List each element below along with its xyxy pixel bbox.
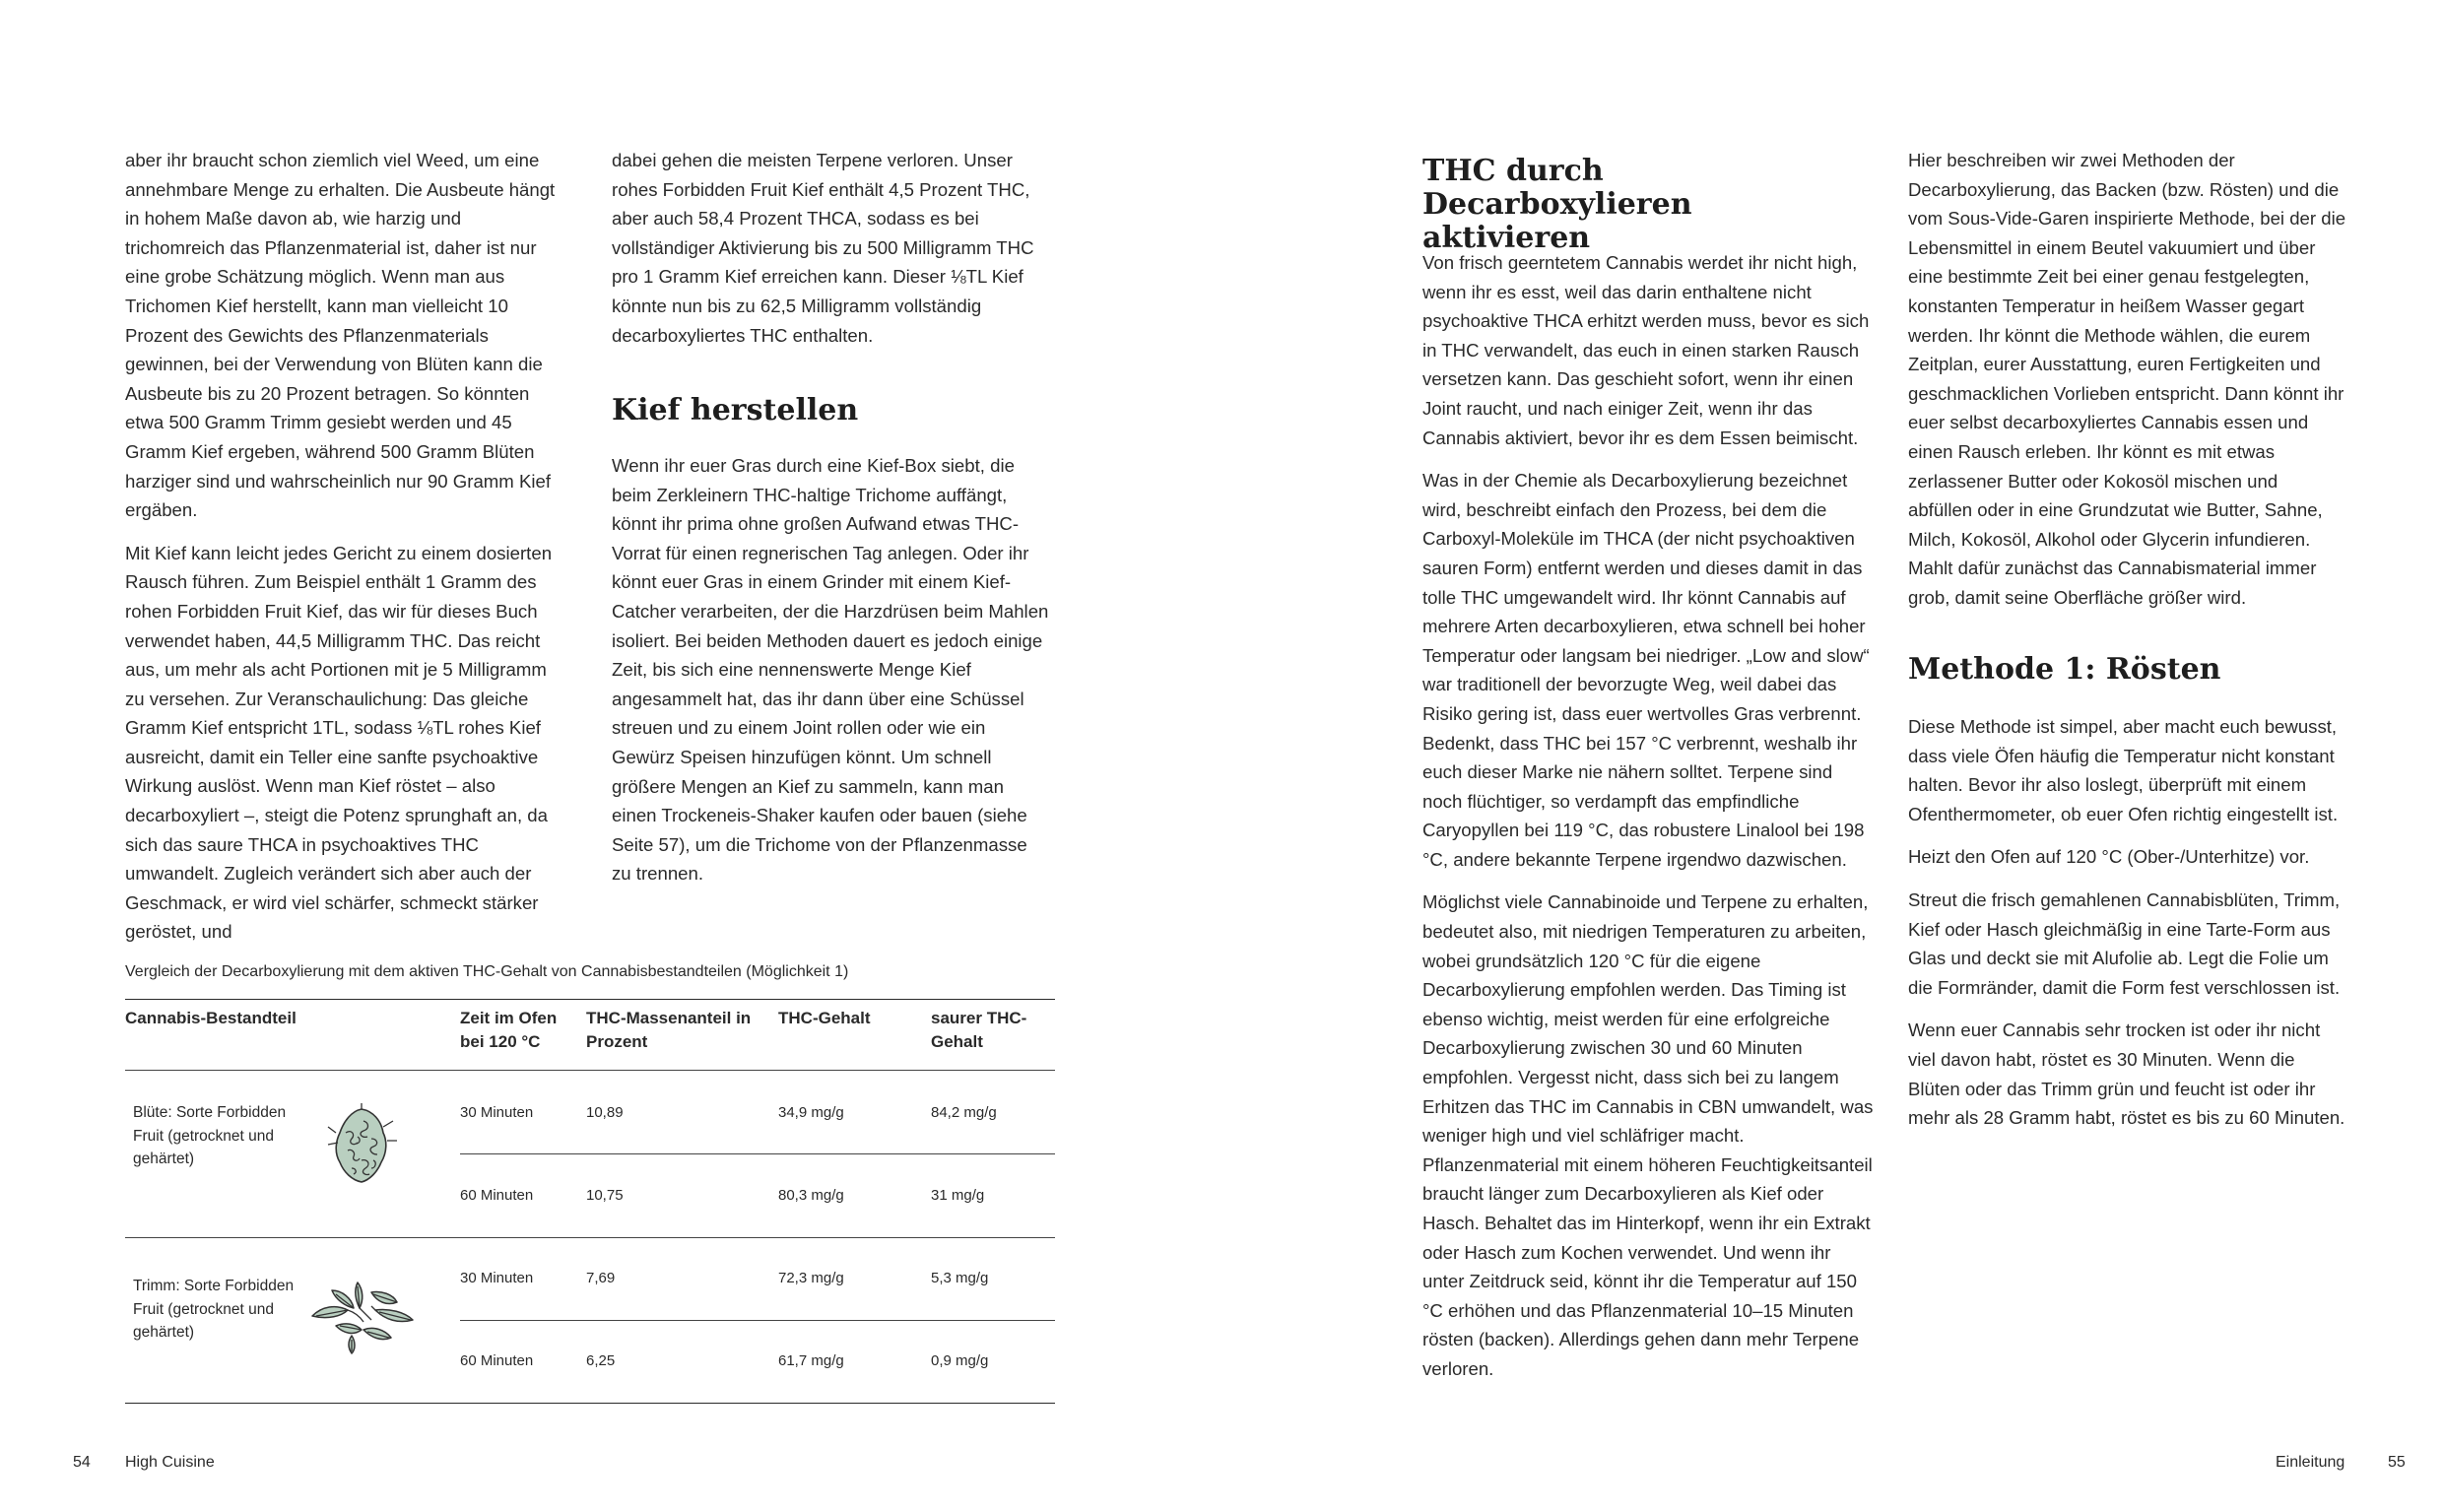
left-column-2 — [612, 146, 1050, 363]
paragraph: Streut die frisch gemahlenen Cannabisblüten, Trimm, Kief oder Hasch gleichmäßig in eine Tarte-Form aus Glas und deckt sie mit Alufolie ab. Legt die Folie um die Formränder, damit die Form fest verschlossen ist. — [1908, 888, 2341, 998]
paragraph: Was in der Chemie als Decarboxylierung bezeichnet wird, beschreibt einfach den Prozess, bei dem die Carboxyl-Moleküle im THCA (der nicht psychoaktiven sauren Form) entfernt werden und dieses damit in das tolle THC umgewandelt wird. Ihr könnt Cannabis auf mehrere Arten decarboxylieren, etwa schnell bei hoher Temperatur oder langsam bei niedriger. „Low and slow“ war traditionell der bevorzugte Weg, weil dabei das Risiko gering ist, dass euer wertvolles Gras verbrennt. Bedenkt, dass THC bei 157 °C verbrennt, weshalb ihr euch dieser Marke nie nähern solltet. Terpene sind noch flüchtiger, so verdampft das empfindliche Caryopyllen bei 119 °C, das robustere Linalool bei 198 °C, andere bekannte Terpene irgendwo dazwischen. — [1422, 470, 1870, 870]
section-heading-decarb: THC durch Decarboxylieren aktivieren — [1422, 154, 1692, 255]
table-caption: Vergleich der Decarboxylierung mit dem aktiven THC-Gehalt von Cannabisbestandteilen (Möglichkeit 1) — [125, 963, 849, 980]
paragraph: Heizt den Ofen auf 120 °C (Ober-/Unterhitze) vor. — [1908, 846, 2310, 868]
cell-acid-thc: 5,3 mg/g — [931, 1270, 989, 1286]
row-rule — [460, 1153, 1055, 1154]
cell-time: 60 Minuten — [460, 1187, 534, 1204]
cell-time: 30 Minuten — [460, 1270, 534, 1286]
paragraph: Wenn euer Cannabis sehr trocken ist oder ihr nicht viel davon habt, röstet es 30 Minuten. Wenn die Blüten oder das Trimm grün und feucht ist oder ihr mehr als 28 Gramm habt, röstet es bis zu 60 Minuten. — [1908, 1019, 2345, 1129]
cell-time: 30 Minuten — [460, 1104, 534, 1121]
cell-thc-mass: 10,75 — [586, 1187, 624, 1204]
cell-thc-mass: 10,89 — [586, 1104, 624, 1121]
right-column-1 — [1422, 248, 1876, 1398]
running-title-left: High Cuisine — [125, 1454, 215, 1471]
header-thc-mass: THC-Massenanteil in Prozent — [586, 1009, 752, 1051]
paragraph: dabei gehen die meisten Terpene verloren. Unser rohes Forbidden Fruit Kief enthält 4,5 Prozent THC, aber auch 58,4 Prozent THCA, sodass es bei vollständiger Aktivierung bis zu 500 Milligramm THC pro 1 Gramm Kief erreichen kann. Dieser ⅛TL Kief könnte nun bis zu 62,5 Milligramm vollständig decarboxyliertes THC enthalten. — [612, 150, 1034, 346]
row-rule — [460, 1320, 1055, 1321]
header-component: Cannabis-Bestandteil — [125, 1009, 297, 1027]
paragraph: Hier beschreiben wir zwei Methoden der Decarboxylierung, das Backen (bzw. Rösten) und die vom Sous-Vide-Garen inspirierte Methode, bei der die Lebensmittel in einem Beutel vakuumiert und über eine bestimmte Zeit bei einer genau festgelegten, konstanten Temperatur in heißem Wasser gegart werden. Ihr könnt die Methode wählen, die eurem Zeitplan, eurer Ausstattung, euren Fertigkeiten und geschmacklichen Vorlieben entspricht. Dann könnt ihr euer selbst decarboxyliertes Cannabis essen und einen Rausch erleben. Ihr könnt es mit etwas zerlassener Butter oder Kokosöl mischen und abfüllen oder in eine Grundzutat wie Butter, Sahne, Milch, Kokosöl, Alkohol oder Glycerin infundieren. Mahlt dafür zunächst das Cannabismaterial immer grob, damit seine Oberfläche größer wird. — [1908, 150, 2346, 608]
cell-time: 60 Minuten — [460, 1352, 534, 1369]
section-heading-kief: Kief herstellen — [612, 393, 859, 427]
section-heading-method-1: Methode 1: Rösten — [1908, 652, 2221, 687]
paragraph: aber ihr braucht schon ziemlich viel Weed, um eine annehmbare Menge zu erhalten. Die Ausbeute hängt in hohem Maße davon ab, wie harzig und trichomreich das Pflanzenmaterial ist, daher ist nur eine grobe Schätzung möglich. Wenn man aus Trichomen Kief herstellt, kann man vielleicht 10 Prozent des Gewichts des Pflanzenmaterials gewinnen, bei der Verwendung von Blüten kann die Ausbeute bis zu 20 Prozent betragen. So könnten etwa 500 Gramm Trimm gesiebt werden und 45 Gramm Kief ergeben, während 500 Gramm Blüten harziger sind und wahrscheinlich nur 90 Gramm Kief ergäben. — [125, 150, 556, 521]
group-label-bud: Blüte: Sorte Forbidden Fruit (getrocknet und gehärtet) — [133, 1104, 287, 1167]
paragraph: Von frisch geerntetem Cannabis werdet ihr nicht high, wenn ihr es esst, weil das darin enthaltene nicht psychoaktive THCA erhitzt werden muss, bevor es sich in THC verwandelt, das euch in einen starken Rausch versetzen kann. Das geschieht sofort, wenn ihr einen Joint raucht, und nach einiger Zeit, wenn ihr das Cannabis aktiviert, bevor ihr es dem Essen beimischt. — [1422, 252, 1870, 448]
table-top-rule — [125, 999, 1055, 1000]
header-acid-thc: saurer THC-Gehalt — [931, 1009, 1027, 1051]
cannabis-bud-icon — [322, 1103, 401, 1191]
cell-thc-mass: 6,25 — [586, 1352, 616, 1369]
header-time: Zeit im Ofen bei 120 °C — [460, 1009, 558, 1051]
cell-acid-thc: 31 mg/g — [931, 1187, 985, 1204]
cannabis-trim-icon — [302, 1277, 421, 1360]
table-bottom-rule — [125, 1403, 1055, 1404]
cell-acid-thc: 84,2 mg/g — [931, 1104, 997, 1121]
cell-thc-content: 61,7 mg/g — [778, 1352, 844, 1369]
header-rule — [125, 1070, 1055, 1071]
cell-thc-mass: 7,69 — [586, 1270, 616, 1286]
group-label-trim: Trimm: Sorte Forbidden Fruit (getrocknet und gehärtet) — [133, 1278, 295, 1341]
page-number-left: 54 — [73, 1454, 91, 1471]
paragraph: Möglichst viele Cannabinoide und Terpene zu erhalten, bedeutet also, mit niedrigen Temperaturen zu arbeiten, wobei grundsätzlich 120 °C für die eigene Decarboxylierung empfohlen werden. Das Timing ist ebenso wichtig, meist werden für eine erfolgreiche Decarboxylierung zwischen 30 und 60 Minuten empfohlen. Vergesst nicht, dass sich bei zu langem Erhitzen das THC im Cannabis in CBN umwandelt, was weniger high und viel schläfriger macht. Pflanzenmaterial mit einem höheren Feuchtigkeitsanteil braucht länger zum Decarboxylieren als Kief oder Hasch. Behaltet das im Hinterkopf, wenn ihr ein Extrakt oder Hasch zum Kochen verwendet. Und wenn ihr unter Zeitdruck seid, könnt ihr die Temperatur auf 150 °C erhöhen und das Pflanzenmaterial 10–15 Minuten rösten (backen). Allerdings gehen dann mehr Terpene verloren. — [1422, 891, 1874, 1379]
header-thc-content: THC-Gehalt — [778, 1009, 871, 1027]
group-rule — [125, 1237, 1055, 1238]
kief-section-body — [612, 451, 1050, 902]
cell-thc-content: 80,3 mg/g — [778, 1187, 844, 1204]
cell-thc-content: 34,9 mg/g — [778, 1104, 844, 1121]
cell-thc-content: 72,3 mg/g — [778, 1270, 844, 1286]
paragraph: Diese Methode ist simpel, aber macht euch bewusst, dass viele Öfen häufig die Temperatur nicht konstant halten. Bevor ihr also loslegt, überprüft mit einem Ofenthermometer, ob euer Ofen richtig eingestellt ist. — [1908, 716, 2339, 824]
running-title-right: Einleitung — [2276, 1454, 2345, 1471]
right-column-2 — [1908, 146, 2346, 626]
method-1-body — [1908, 712, 2346, 1147]
paragraph: Wenn ihr euer Gras durch eine Kief-Box siebt, die beim Zerkleinern THC-haltige Trichome auffängt, könnt ihr prima ohne großen Aufwand etwas THC-Vorrat für einen regnerischen Tag anlegen. Oder ihr könnt euer Gras in einem Grinder mit einem Kief-Catcher verarbeiten, der die Harzdrüsen beim Mahlen isoliert. Bei beiden Methoden dauert es jedoch einige Zeit, bis sich eine nennenswerte Menge Kief angesammelt hat, das ihr dann über eine Schüssel streuen und zu einem Joint rollen oder wie ein Gewürz Speisen hinzufügen könnt. Um schnell größere Mengen an Kief zu sammeln, kann man einen Trockeneis-Shaker kaufen oder bauen (siehe Seite 57), um die Trichome von der Pflanzenmasse zu trennen. — [612, 455, 1049, 885]
paragraph: Mit Kief kann leicht jedes Gericht zu einem dosierten Rausch führen. Zum Beispiel enthält 1 Gramm des rohen Forbidden Fruit Kief, das wir für dieses Buch verwendet haben, 44,5 Milligramm THC. Das reicht aus, um mehr als acht Portionen mit je 5 Milligramm zu versehen. Zur Veranschaulichung: Das gleiche Gramm Kief entspricht 1TL, sodass ⅛TL rohes Kief ausreicht, damit ein Teller eine sanfte psychoaktive Wirkung auslöst. Wenn man Kief röstet – also decarboxyliert –, steigt die Potenz sprunghaft an, da sich das saure THCA in psychoaktives THC umwandelt. Zugleich verändert sich aber auch der Geschmack, er wird viel schärfer, schmeckt stärker geröstet, und — [125, 542, 553, 943]
cell-acid-thc: 0,9 mg/g — [931, 1352, 989, 1369]
left-column-1 — [125, 146, 563, 960]
page-number-right: 55 — [2388, 1454, 2406, 1471]
